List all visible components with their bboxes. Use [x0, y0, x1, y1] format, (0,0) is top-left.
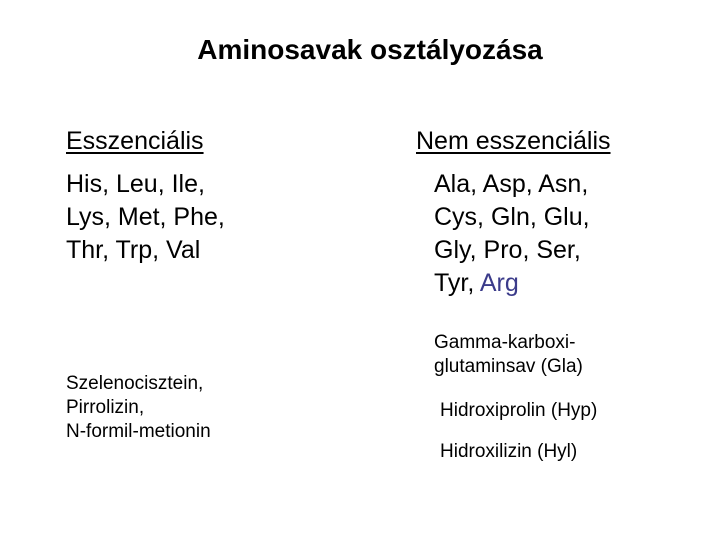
derived-gla [434, 331, 583, 379]
nonessential-arg: Arg [479, 269, 519, 297]
essential-line: His, Leu, Ile, [66, 170, 205, 198]
rare-line: Pirrolizin, [66, 397, 145, 418]
page-title: Aminosavak osztályozása [197, 34, 543, 65]
derived-gla-line: glutaminsav (Gla) [434, 356, 583, 377]
derived-hyp: Hidroxiprolin (Hyp) [440, 400, 598, 421]
nonessential-list [434, 168, 590, 300]
rare-line: N-formil-metionin [66, 421, 211, 442]
essential-line: Lys, Met, Phe, [66, 203, 225, 231]
essential-list [66, 168, 225, 267]
nonessential-heading: Nem esszenciális [416, 127, 611, 155]
nonessential-tyr: Tyr, [434, 269, 480, 297]
nonessential-line: Cys, Gln, Glu, [434, 203, 590, 231]
nonessential-line-last [434, 267, 590, 300]
essential-heading: Esszenciális [66, 127, 204, 155]
derived-hyl: Hidroxilizin (Hyl) [440, 441, 578, 462]
rare-line: Szelenocisztein, [66, 373, 204, 394]
nonessential-line: Gly, Pro, Ser, [434, 236, 581, 264]
derived-gla-line: Gamma-karboxi- [434, 332, 576, 353]
essential-line: Thr, Trp, Val [66, 236, 201, 264]
nonessential-line: Ala, Asp, Asn, [434, 170, 589, 198]
rare-list [66, 372, 211, 444]
